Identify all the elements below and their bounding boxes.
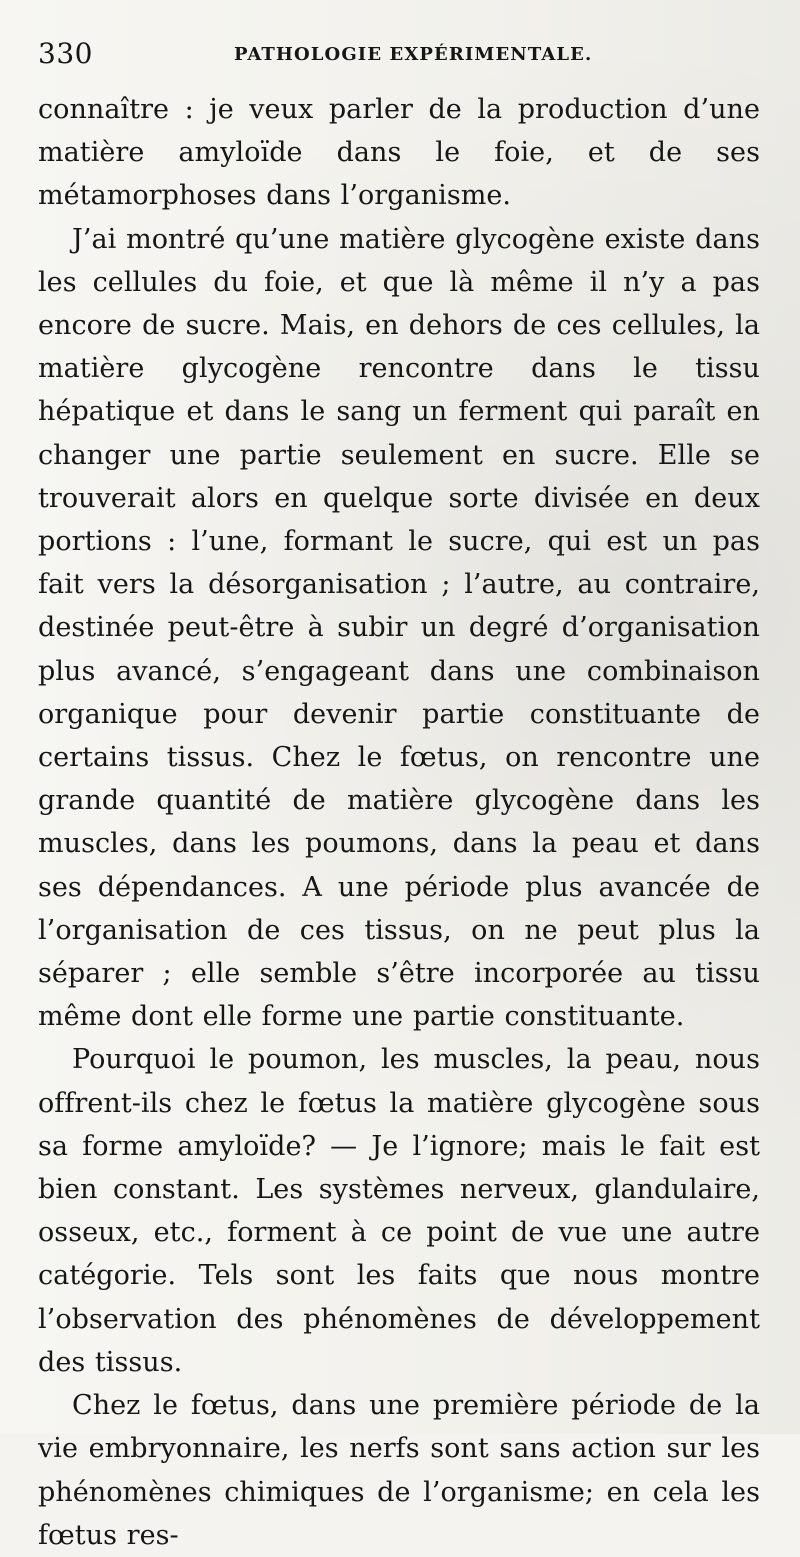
paragraph-4: Chez le fœtus, dans une première période de la vie embryonnaire, les nerfs sont sans action sur les phénomènes chimiques de l’organisme; en cela les fœtus res- — [38, 1390, 760, 1551]
page-number: 330 — [38, 37, 93, 70]
paragraph-1: connaître : je veux parler de la production d’une matière amyloïde dans le foie, et de ses métamorphoses dans l’organisme. — [38, 94, 760, 212]
paragraph-3: Pourquoi le poumon, les muscles, la peau, nous offrent-ils chez le fœtus la matière glycogène sous sa forme amyloïde? — Je l’ignore; mais le fait est bien constant. Les systèmes nerveux, glandulaire, osseux, etc., forment à ce point de vue une autre catégorie. Tels sont les faits que nous montre l’observation des phénomènes de développement des tissus. — [38, 1044, 760, 1378]
page-header — [38, 34, 762, 74]
main-text — [38, 88, 760, 1557]
paragraph-2: J’ai montré qu’une matière glycogène existe dans les cellules du foie, et que là même il n’y a pas encore de sucre. Mais, en dehors de ces cellules, la matière glycogène rencontre dans le tissu hépatique et dans le sang un ferment qui paraît en changer une partie seulement en sucre. Elle se trouverait alors en quelque sorte divisée en deux portions : l’une, formant le sucre, qui est un pas fait vers la désorganisation ; l’autre, au contraire, destinée peut-être à subir un degré d’organisation plus avancé, s’engageant dans une combinaison organique pour devenir partie constituante de certains tissus. Chez le fœtus, on rencontre une grande quantité de matière glycogène dans les muscles, dans les poumons, dans la peau et dans ses dépendances. A une période plus avancée de l’organisation de ces tissus, on ne peut plus la séparer ; elle semble s’être incorporée au tissu même dont elle forme une partie constituante. — [38, 223, 760, 1033]
running-title: PATHOLOGIE EXPÉRIMENTALE. — [234, 44, 593, 65]
